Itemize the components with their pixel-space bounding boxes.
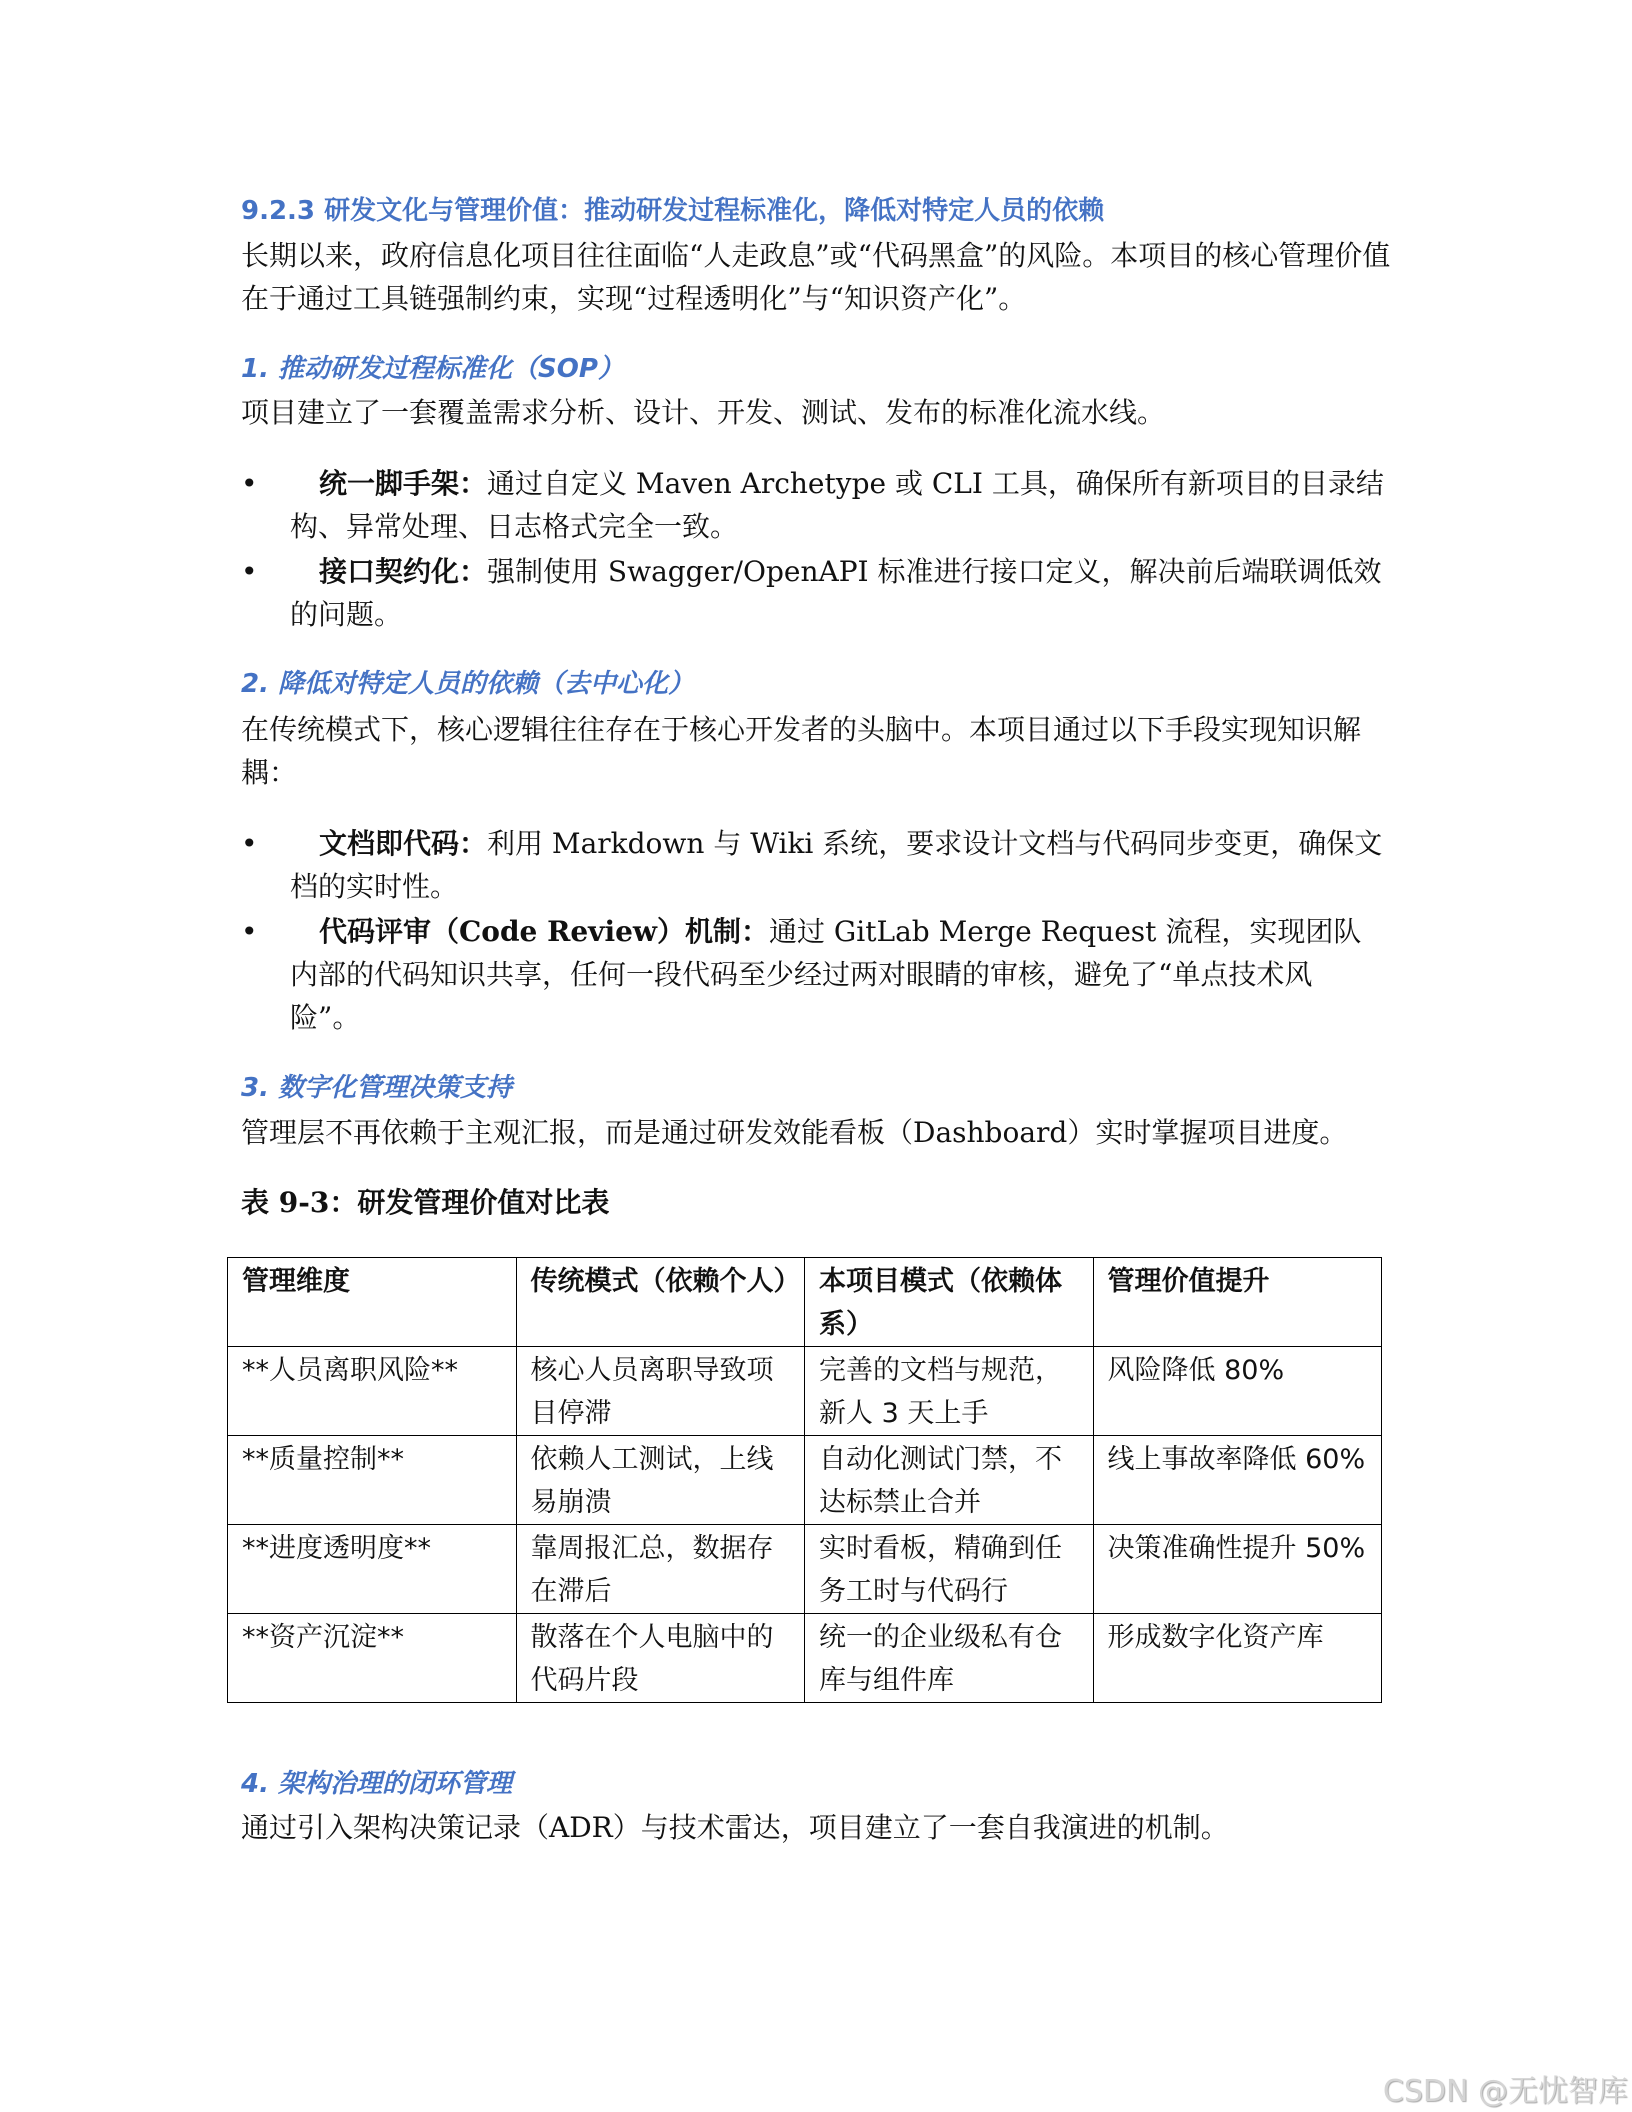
bullet-item: [241, 462, 1396, 548]
table-cell: 决策准确性提升 50%: [1093, 1525, 1382, 1614]
bullet-text: 利用 Markdown 与 Wiki 系统，要求设计文档与代码同步变更，确保文档的实时性。: [290, 827, 1383, 903]
section-heading: 9.2.3 研发文化与管理价值：推动研发过程标准化，降低对特定人员的依赖: [241, 196, 1105, 226]
table-row: [228, 1525, 1382, 1614]
header-cell: 传统模式（依赖个人）: [516, 1258, 805, 1347]
subsection-1-heading: 1. 推动研发过程标准化（SOP）: [241, 354, 624, 384]
subsection-2-paragraph: 在传统模式下，核心逻辑往往存在于核心开发者的头脑中。本项目通过以下手段实现知识解耦：: [241, 713, 1362, 789]
table-cell: **进度透明度**: [228, 1525, 517, 1614]
table-cell: 风险降低 80%: [1093, 1347, 1382, 1436]
header-cell: 管理维度: [228, 1258, 517, 1347]
bullet-item: [241, 822, 1396, 908]
table-cell: 实时看板，精确到任务工时与代码行: [805, 1525, 1094, 1614]
bullet-item: [241, 910, 1381, 1039]
table-row: [228, 1614, 1382, 1703]
bullet-icon: •: [241, 555, 258, 588]
table-cell: **人员离职风险**: [228, 1347, 517, 1436]
bullet-text: 通过 GitLab Merge Request 流程，实现团队内部的代码知识共享，任何一段代码至少经过两对眼睛的审核，避免了“单点技术风险”。: [290, 915, 1362, 1034]
table-cell: 靠周报汇总，数据存在滞后: [516, 1525, 805, 1614]
table-cell: 线上事故率降低 60%: [1093, 1436, 1382, 1525]
table-row: [228, 1347, 1382, 1436]
table-cell: 散落在个人电脑中的代码片段: [516, 1614, 805, 1703]
watermark: CSDN @无忧智库: [1382, 2074, 1628, 2109]
subsection-3-paragraph: 管理层不再依赖于主观汇报，而是通过研发效能看板（Dashboard）实时掌握项目进度。: [241, 1116, 1348, 1149]
bullet-lead: 代码评审（Code Review）机制：: [319, 915, 770, 948]
bullet-lead: 文档即代码：: [319, 827, 488, 860]
bullet-icon: •: [241, 915, 258, 948]
table-header-row: [228, 1258, 1382, 1347]
table-cell: **资产沉淀**: [228, 1614, 517, 1703]
header-cell: 管理价值提升: [1093, 1258, 1382, 1347]
subsection-3-heading: 3. 数字化管理决策支持: [241, 1073, 513, 1103]
table-cell: 核心人员离职导致项目停滞: [516, 1347, 805, 1436]
bullet-lead: 接口契约化：: [319, 555, 488, 588]
bullet-lead: 统一脚手架：: [319, 467, 488, 500]
bullet-text: 强制使用 Swagger/OpenAPI 标准进行接口定义，解决前后端联调低效的问题。: [290, 555, 1382, 631]
table-cell: **质量控制**: [228, 1436, 517, 1525]
table-caption: 表 9-3：研发管理价值对比表: [241, 1186, 610, 1219]
table-cell: 完善的文档与规范，新人 3 天上手: [805, 1347, 1094, 1436]
subsection-4-heading: 4. 架构治理的闭环管理: [241, 1769, 513, 1799]
table-cell: 依赖人工测试，上线易崩溃: [516, 1436, 805, 1525]
subsection-1-paragraph: 项目建立了一套覆盖需求分析、设计、开发、测试、发布的标准化流水线。: [241, 396, 1166, 429]
subsection-2-heading: 2. 降低对特定人员的依赖（去中心化）: [241, 669, 695, 699]
table-cell: 统一的企业级私有仓库与组件库: [805, 1614, 1094, 1703]
header-cell: 本项目模式（依赖体系）: [805, 1258, 1094, 1347]
bullet-icon: •: [241, 827, 258, 860]
intro-paragraph: 长期以来，政府信息化项目往往面临“人走政息”或“代码黑盒”的风险。本项目的核心管理价值在于通过工具链强制约束，实现“过程透明化”与“知识资产化”。: [241, 239, 1391, 315]
bullet-icon: •: [241, 467, 258, 500]
table-cell: 自动化测试门禁，不达标禁止合并: [805, 1436, 1094, 1525]
bullet-item: [241, 550, 1396, 636]
table-row: [228, 1436, 1382, 1525]
subsection-4-paragraph: 通过引入架构决策记录（ADR）与技术雷达，项目建立了一套自我演进的机制。: [241, 1811, 1229, 1844]
comparison-table: [227, 1257, 1382, 1703]
bullet-text: 通过自定义 Maven Archetype 或 CLI 工具，确保所有新项目的目录结构、异常处理、日志格式完全一致。: [290, 467, 1384, 543]
table-cell: 形成数字化资产库: [1093, 1614, 1382, 1703]
